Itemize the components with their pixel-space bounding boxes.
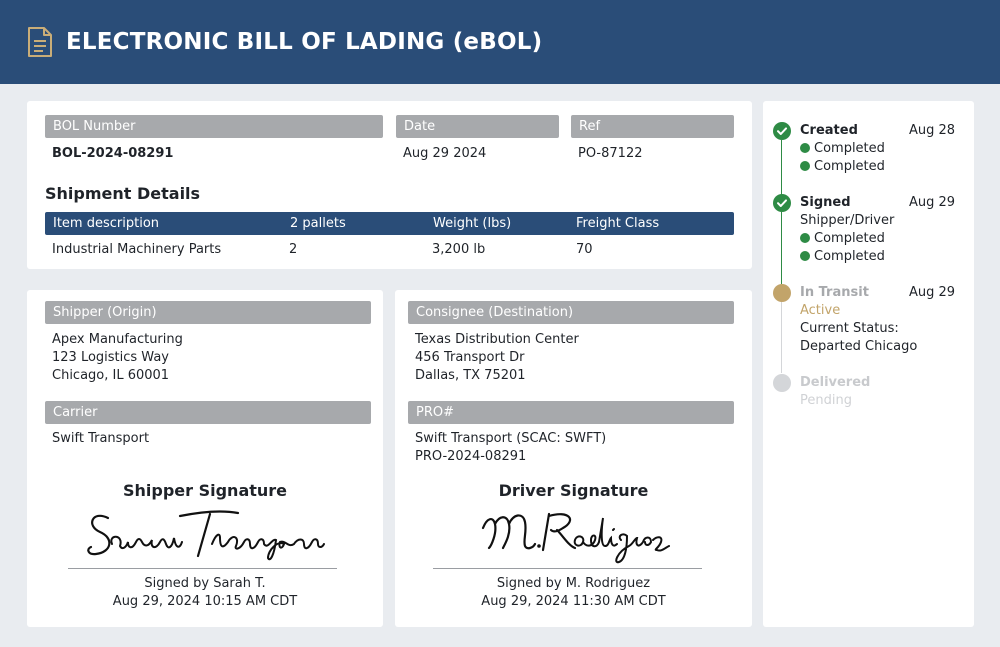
shipper-signed-by: Signed by Sarah T. [144, 576, 266, 591]
consignee-card [395, 290, 752, 627]
step-detail: Current Status: [800, 321, 899, 336]
status-dot-icon [800, 161, 810, 171]
step-title: Signed [800, 195, 851, 210]
status-timeline [763, 101, 974, 627]
step-title: Created [800, 123, 858, 138]
shipper-signed-at: Aug 29, 2024 10:15 AM CDT [112, 594, 298, 609]
table-cell: 70 [576, 242, 593, 257]
shipper-name: Apex Manufacturing [52, 332, 183, 347]
bol-summary-card [27, 101, 752, 269]
ref-label: Ref [571, 115, 734, 138]
bol-date: Aug 29 2024 [403, 146, 487, 161]
shipment-table-header [45, 212, 734, 235]
table-cell: 3,200 lb [432, 242, 486, 257]
pro-carrier: Swift Transport (SCAC: SWFT) [415, 431, 607, 446]
bol-number-label: BOL Number [45, 115, 383, 138]
status-dot-icon [800, 233, 810, 243]
column-header: 2 pallets [290, 216, 346, 231]
bol-number: BOL-2024-08291 [52, 146, 174, 161]
column-header: Weight (lbs) [433, 216, 512, 231]
step-date: Aug 29 [908, 285, 955, 300]
shipper-label: Shipper (Origin) [45, 301, 371, 324]
shipper-signature-image [82, 504, 332, 566]
driver-signature-image [477, 506, 677, 568]
step-status-line: Completed [800, 230, 885, 248]
document-icon [26, 26, 54, 58]
timeline-connector [781, 301, 782, 373]
check-circle-icon [773, 122, 791, 140]
column-header: Freight Class [576, 216, 660, 231]
step-status-line: Completed [800, 140, 885, 158]
driver-signed-at: Aug 29, 2024 11:30 AM CDT [481, 594, 666, 609]
step-state: Pending [800, 393, 852, 408]
table-cell: Industrial Machinery Parts [52, 242, 222, 257]
consignee-city: Dallas, TX 75201 [415, 368, 526, 383]
active-circle-icon [773, 284, 791, 302]
step-status-line: Completed [800, 248, 885, 266]
date-label: Date [396, 115, 559, 138]
step-subtitle: Shipper/Driver [800, 213, 895, 228]
consignee-name: Texas Distribution Center [415, 332, 579, 347]
pending-circle-icon [773, 374, 791, 392]
carrier-value: Swift Transport [52, 431, 150, 446]
shipper-signature-title: Shipper Signature [122, 481, 288, 500]
timeline-connector [781, 140, 782, 196]
step-title: Delivered [800, 375, 871, 390]
shipment-details-title: Shipment Details [45, 184, 201, 203]
carrier-label: Carrier [45, 401, 371, 424]
table-cell: 2 [289, 242, 298, 257]
ref-value: PO-87122 [578, 146, 643, 161]
pro-number: PRO-2024-08291 [415, 449, 527, 464]
shipper-street: 123 Logistics Way [52, 350, 169, 365]
signature-line [68, 568, 337, 569]
driver-signature-title: Driver Signature [498, 481, 649, 500]
consignee-label: Consignee (Destination) [408, 301, 734, 324]
pro-label: PRO# [408, 401, 734, 424]
app-header [0, 0, 1000, 84]
step-status-line: Completed [800, 158, 885, 176]
page-title: ELECTRONIC BILL OF LADING (eBOL) [66, 29, 543, 55]
step-detail: Departed Chicago [800, 339, 918, 354]
step-date: Aug 29 [908, 195, 955, 210]
step-date: Aug 28 [908, 123, 955, 138]
signature-line [433, 568, 702, 569]
status-dot-icon [800, 143, 810, 153]
shipper-card [27, 290, 383, 627]
shipper-city: Chicago, IL 60001 [52, 368, 170, 383]
timeline-connector [781, 212, 782, 284]
step-state: Active [800, 303, 841, 318]
step-title: In Transit [800, 285, 869, 300]
status-dot-icon [800, 251, 810, 261]
column-header: Item description [53, 216, 160, 231]
check-circle-icon [773, 194, 791, 212]
consignee-street: 456 Transport Dr [415, 350, 525, 365]
driver-signed-by: Signed by M. Rodriguez [496, 576, 651, 591]
